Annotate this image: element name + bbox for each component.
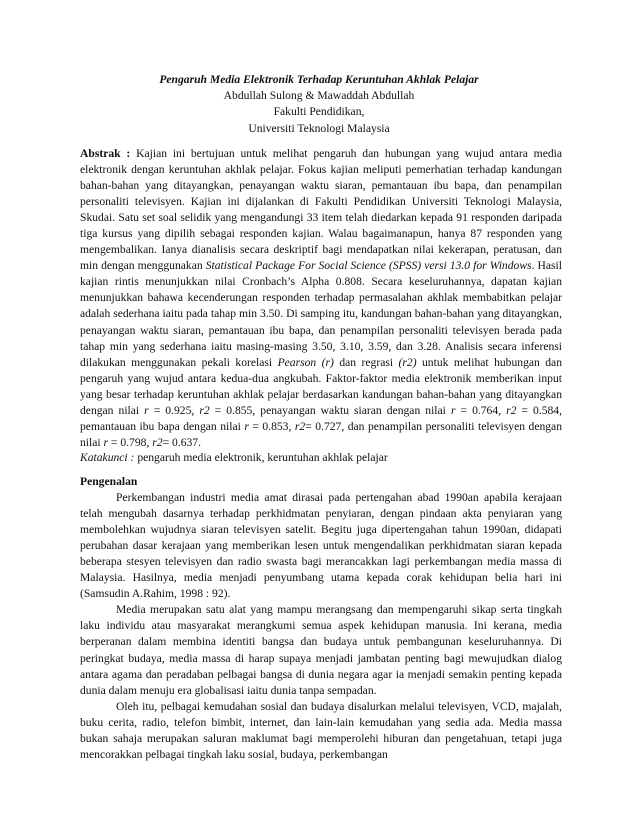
- stat-value: = 0.798,: [108, 435, 153, 449]
- abstract-text: . Hasil kajian rintis menunjukkan nilai Cronbach’s Alpha 0.808. Secara keseluruhannya, dapatan kajian menunjukkan bahawa kecenderungan responden terhadap permasalahan akhlak membabitkan pelajar adalah sederhana iaitu pada tahap min 3.50. Di samping itu, kandungan bahan-bahan yang ditayangkan, penayangan waktu siaran, pemantauan ibu bapa, dan penampilan personaliti televisyen berada pada tahap min yang sederhana iaitu masing-masing 3.50, 3.10, 3.59, dan 3.28. Analisis secara inferensi dilakukan menggunakan pekali korelasi: [80, 259, 562, 369]
- stat-value: = 0.855, penayangan waktu siaran dengan nilai: [209, 403, 451, 417]
- university: Universiti Teknologi Malaysia: [248, 121, 390, 135]
- stat-value: = 0.853,: [248, 419, 295, 433]
- stat-symbol: r: [144, 403, 149, 417]
- stat-symbol: r: [103, 435, 109, 449]
- stat-symbol: r2: [294, 419, 306, 433]
- stat-symbol: r2: [152, 435, 163, 449]
- abstract-r2: (r2): [398, 355, 417, 369]
- abstract-spss: Statistical Package For Social Science (SPSS) versi 13.0 for Windows: [205, 259, 532, 273]
- introduction-section: [80, 474, 562, 763]
- intro-paragraph-2: Media merupakan satu alat yang mampu merangsang dan mempengaruhi sikap serta tingkah laku individu atau masyarakat merangkumi semua aspek kehidupan manusia. Ini kerana, media berperanan dalam membina identiti bangsa dan budaya untuk pembangunan keseluruhannya. Di peringkat budaya, media massa di harap supaya menjadi jambatan penting bagi mewujudkan dialog antara agama dan peradaban pelbagai bangsa di dunia negara agar ia menjadi semakin penting kepada dunia dalam menuju era globalisasi iaitu dunia tanpa sempadan.: [80, 603, 562, 697]
- authors: Abdullah Sulong & Mawaddah Abdullah: [223, 89, 415, 103]
- abstract-label: Abstrak :: [80, 147, 131, 160]
- stat-value: = 0.584, pemantauan ibu bapa dengan nilai: [80, 403, 563, 433]
- stat-value: = 0.764,: [455, 403, 507, 417]
- paper-title: Pengaruh Media Elektronik Terhadap Keruntuhan Akhlak Pelajar: [159, 73, 479, 86]
- abstract-text: Kajian ini bertujuan untuk melihat pengaruh dan hubungan yang wujud antara media elektronik dengan keruntuhan akhlak pelajar. Fokus kajian meliputi pemerhatian terhadap kandungan bahan-bahan yang ditayangkan, penayangan waktu siaran, pemantauan ibu bapa, dan penampilan personaliti televisyen. Kajian ini dijalankan di Fakulti Pendidikan Universiti Teknologi Malaysia, Skudai. Satu set soal selidik yang mengandungi 33 item telah diedarkan kepada 91 responden daripada tiga kursus yang dipilih sebagai responden kajian. Walau bagaimanapun, hanya 87 responden yang mengembalikan. Ianya dianalisis secara deskriptif bagi mendapatkan nilai kekerapan, peratusan, dan min dengan menggunakan: [80, 147, 563, 273]
- abstract-pearson: Pearson (r): [277, 355, 334, 369]
- abstract-text: dan regrasi: [333, 355, 399, 369]
- faculty: Fakulti Pendidikan,: [273, 105, 365, 119]
- keywords-text: pengaruh media elektronik, keruntuhan akhlak pelajar: [134, 451, 388, 464]
- abstract: [80, 146, 562, 451]
- section-heading: Pengenalan: [80, 475, 138, 488]
- stat-value: = 0.727, dan penampilan personaliti televisyen dengan nilai: [80, 419, 562, 449]
- stat-value: = 0.637.: [162, 435, 201, 449]
- stat-symbol: r2: [199, 403, 210, 417]
- stat-symbol: r2: [506, 403, 517, 417]
- intro-paragraph-1: Perkembangan industri media amat dirasai pada pertengahan abad 1990an apabila kerajaan telah mengubah dasarnya terhadap perkhidmatan penyiaran, dengan pindaan akta penyiaran yang membolehkan wujudnya siaran televisyen satelit. Begitu juga dipertengahan tahun 1990an, didapati perubahan dasar kerajaan yang memberikan lesen untuk mengendalikan perkhidmatan siaran kepada beberapa stesyen televisyen dan radio swasta bagi merancakkan lagi perkembangan media massa di Malaysia. Hasilnya, media menjadi penyumbang utama kepada corak kehidupan belia hari ini (Samsudin A.Rahim, 1998 : 92).: [80, 491, 562, 601]
- keywords-label: Katakunci :: [80, 451, 135, 464]
- stat-value: = 0.925,: [148, 403, 200, 417]
- abstract-text: untuk melihat hubungan dan pengaruh yang wujud antara kedua-dua angkubah. Faktor-faktor media elektronik memberikan input yang besar terhadap keruntuhan akhlak pelajar berdasarkan kandungan bahan-bahan yang ditayangkan dengan nilai: [80, 355, 562, 417]
- stat-symbol: r: [450, 403, 456, 417]
- title-block: [0, 72, 638, 137]
- stat-symbol: r: [244, 419, 249, 433]
- intro-paragraph-3: Oleh itu, pelbagai kemudahan sosial dan budaya disalurkan melalui televisyen, VCD, majalah, buku cerita, radio, telefon bimbit, internet, dan lain-lain kemudahan yang sedia ada. Media massa bukan sahaja merupakan saluran maklumat bagi memperolehi hiburan dan pengetahuan, tetapi juga mencorakkan pelbagai tingkah laku sosial, budaya, perkembangan: [80, 699, 562, 761]
- keywords: [80, 450, 562, 466]
